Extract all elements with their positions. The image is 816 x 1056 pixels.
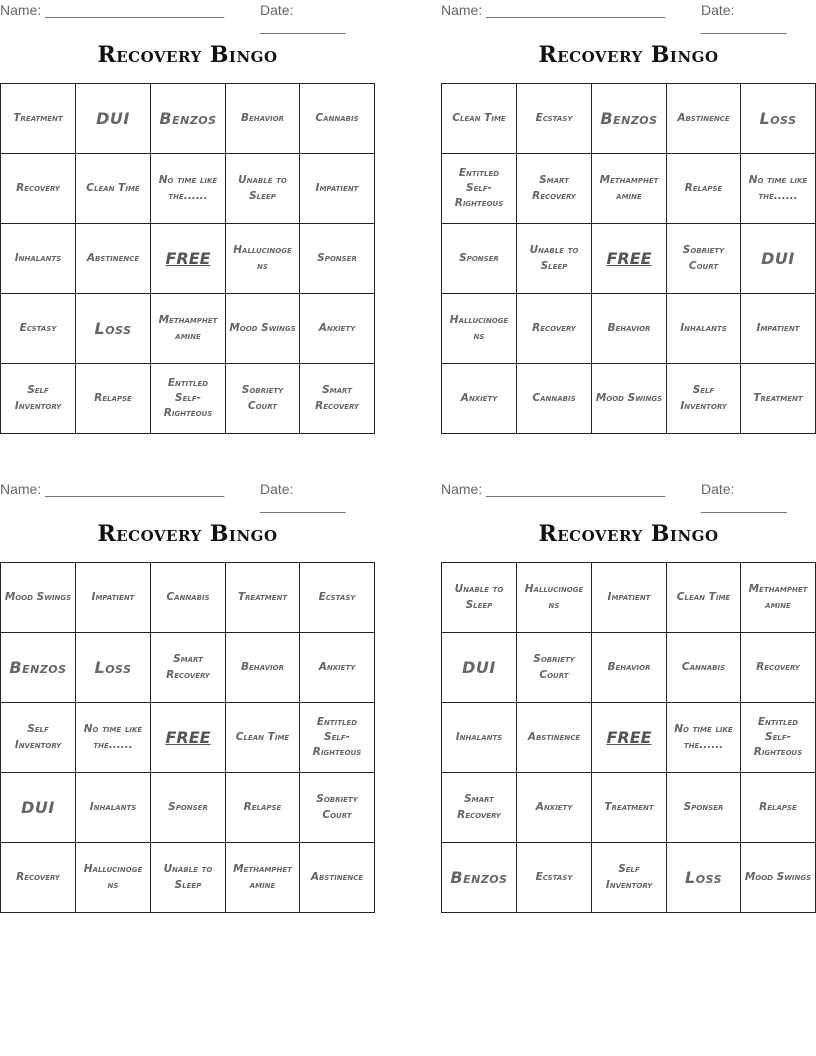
bingo-cell: Anxiety bbox=[300, 294, 375, 364]
bingo-cell: No time like the...... bbox=[76, 703, 151, 773]
bingo-cell: Clean Time bbox=[442, 84, 517, 154]
bingo-cell: Recovery bbox=[517, 294, 592, 364]
bingo-cell: Relapse bbox=[667, 154, 741, 224]
name-field: Name: _______________________ bbox=[0, 2, 225, 18]
bingo-cell: Behavior bbox=[592, 294, 667, 364]
bingo-cell: Entitled Self- Righteous bbox=[741, 703, 816, 773]
bingo-cell: Smart Recovery bbox=[442, 773, 517, 843]
bingo-cell: Hallucinoge ns bbox=[226, 224, 300, 294]
bingo-cell: Methamphet amine bbox=[226, 843, 300, 913]
bingo-cell: Sobriety Court bbox=[517, 633, 592, 703]
bingo-cell: Unable to Sleep bbox=[151, 843, 226, 913]
card-header bbox=[441, 0, 816, 34]
bingo-cell: Benzos bbox=[151, 84, 226, 154]
bingo-cell: Impatient bbox=[300, 154, 375, 224]
free-space-cell: FREE bbox=[151, 703, 226, 773]
bingo-cell: Mood Swings bbox=[592, 364, 667, 434]
bingo-grid bbox=[441, 83, 816, 434]
bingo-cell: Methamphet amine bbox=[741, 563, 816, 633]
bingo-cell: No time like the...... bbox=[151, 154, 226, 224]
date-field: Date: ___________ bbox=[701, 481, 787, 513]
free-space-cell: FREE bbox=[592, 224, 667, 294]
card-header bbox=[0, 0, 375, 34]
date-field: Date: ___________ bbox=[701, 2, 787, 34]
bingo-cell: Sobriety Court bbox=[667, 224, 741, 294]
name-field: Name: _______________________ bbox=[441, 481, 666, 497]
bingo-cell: Abstinence bbox=[76, 224, 151, 294]
bingo-cell: Sponser bbox=[667, 773, 741, 843]
bingo-cell: Clean Time bbox=[226, 703, 300, 773]
bingo-cell: Sobriety Court bbox=[226, 364, 300, 434]
bingo-cell: Recovery bbox=[1, 154, 76, 224]
bingo-cell: Clean Time bbox=[667, 563, 741, 633]
bingo-cell: Behavior bbox=[592, 633, 667, 703]
bingo-cell: Loss bbox=[741, 84, 816, 154]
bingo-cell: Anxiety bbox=[442, 364, 517, 434]
bingo-card-3 bbox=[0, 479, 375, 891]
bingo-cell: Mood Swings bbox=[1, 563, 76, 633]
bingo-cell: Sponser bbox=[442, 224, 517, 294]
bingo-cell: Cannabis bbox=[667, 633, 741, 703]
bingo-cell: No time like the...... bbox=[667, 703, 741, 773]
bingo-cell: Unable to Sleep bbox=[226, 154, 300, 224]
bingo-cell: Cannabis bbox=[300, 84, 375, 154]
bingo-cell: Treatment bbox=[226, 563, 300, 633]
bingo-cell: No time like the...... bbox=[741, 154, 816, 224]
bingo-cell: Mood Swings bbox=[226, 294, 300, 364]
bingo-grid bbox=[0, 562, 375, 913]
bingo-cell: Sponser bbox=[300, 224, 375, 294]
bingo-cell: Impatient bbox=[76, 563, 151, 633]
bingo-cell: DUI bbox=[741, 224, 816, 294]
bingo-cell: Entitled Self- Righteous bbox=[442, 154, 517, 224]
bingo-cell: Abstinence bbox=[517, 703, 592, 773]
bingo-cell: Hallucinoge ns bbox=[517, 563, 592, 633]
bingo-cell: Treatment bbox=[741, 364, 816, 434]
bingo-cell: Self Inventory bbox=[592, 843, 667, 913]
bingo-cell: Relapse bbox=[76, 364, 151, 434]
bingo-cell: Unable to Sleep bbox=[442, 563, 517, 633]
bingo-grid bbox=[441, 562, 816, 913]
bingo-cell: Inhalants bbox=[1, 224, 76, 294]
free-space-cell: FREE bbox=[151, 224, 226, 294]
bingo-cell: Benzos bbox=[1, 633, 76, 703]
bingo-cell: Inhalants bbox=[667, 294, 741, 364]
bingo-cell: Sponser bbox=[151, 773, 226, 843]
card-header bbox=[441, 479, 816, 513]
bingo-cell: Treatment bbox=[592, 773, 667, 843]
bingo-cell: Smart Recovery bbox=[151, 633, 226, 703]
date-field: Date: ___________ bbox=[260, 481, 346, 513]
bingo-cell: Self Inventory bbox=[667, 364, 741, 434]
bingo-cell: Ecstasy bbox=[517, 843, 592, 913]
bingo-cell: Mood Swings bbox=[741, 843, 816, 913]
bingo-grid bbox=[0, 83, 375, 434]
bingo-cell: Methamphet amine bbox=[592, 154, 667, 224]
bingo-cell: Inhalants bbox=[442, 703, 517, 773]
date-field: Date: ___________ bbox=[260, 2, 346, 34]
bingo-cell: Relapse bbox=[226, 773, 300, 843]
bingo-cell: Treatment bbox=[1, 84, 76, 154]
card-title: Recovery Bingo bbox=[538, 42, 719, 68]
bingo-cell: Methamphet amine bbox=[151, 294, 226, 364]
bingo-cell: Impatient bbox=[741, 294, 816, 364]
bingo-cell: Entitled Self- Righteous bbox=[151, 364, 226, 434]
bingo-cell: Ecstasy bbox=[300, 563, 375, 633]
bingo-cell: Benzos bbox=[442, 843, 517, 913]
bingo-cell: Hallucinoge ns bbox=[76, 843, 151, 913]
bingo-cell: Unable to Sleep bbox=[517, 224, 592, 294]
bingo-card-2 bbox=[441, 0, 816, 412]
bingo-cell: Anxiety bbox=[300, 633, 375, 703]
bingo-cell: Ecstasy bbox=[1, 294, 76, 364]
card-title: Recovery Bingo bbox=[538, 521, 719, 547]
bingo-cell: Loss bbox=[667, 843, 741, 913]
bingo-cell: Smart Recovery bbox=[300, 364, 375, 434]
bingo-cell: Smart Recovery bbox=[517, 154, 592, 224]
bingo-cell: Loss bbox=[76, 294, 151, 364]
bingo-cell: Inhalants bbox=[76, 773, 151, 843]
bingo-cell: DUI bbox=[442, 633, 517, 703]
bingo-cell: Entitled Self- Righteous bbox=[300, 703, 375, 773]
bingo-cell: Relapse bbox=[741, 773, 816, 843]
bingo-cell: Hallucinoge ns bbox=[442, 294, 517, 364]
bingo-cell: Anxiety bbox=[517, 773, 592, 843]
bingo-cell: DUI bbox=[1, 773, 76, 843]
bingo-cell: Ecstasy bbox=[517, 84, 592, 154]
bingo-cell: Self Inventory bbox=[1, 364, 76, 434]
name-field: Name: _______________________ bbox=[0, 481, 225, 497]
bingo-cell: Recovery bbox=[1, 843, 76, 913]
bingo-cell: Loss bbox=[76, 633, 151, 703]
bingo-cell: Behavior bbox=[226, 84, 300, 154]
bingo-cell: Recovery bbox=[741, 633, 816, 703]
bingo-cell: Impatient bbox=[592, 563, 667, 633]
bingo-cell: DUI bbox=[76, 84, 151, 154]
bingo-cell: Abstinence bbox=[300, 843, 375, 913]
bingo-cell: Sobriety Court bbox=[300, 773, 375, 843]
name-field: Name: _______________________ bbox=[441, 2, 666, 18]
free-space-cell: FREE bbox=[592, 703, 667, 773]
bingo-cell: Cannabis bbox=[151, 563, 226, 633]
bingo-card-1 bbox=[0, 0, 375, 420]
card-header bbox=[0, 479, 375, 513]
bingo-cell: Self Inventory bbox=[1, 703, 76, 773]
bingo-cell: Cannabis bbox=[517, 364, 592, 434]
bingo-cell: Behavior bbox=[226, 633, 300, 703]
bingo-card-4 bbox=[441, 479, 816, 891]
card-title: Recovery Bingo bbox=[97, 42, 278, 68]
bingo-cell: Clean Time bbox=[76, 154, 151, 224]
bingo-cell: Benzos bbox=[592, 84, 667, 154]
card-title: Recovery Bingo bbox=[97, 521, 278, 547]
bingo-cell: Abstinence bbox=[667, 84, 741, 154]
